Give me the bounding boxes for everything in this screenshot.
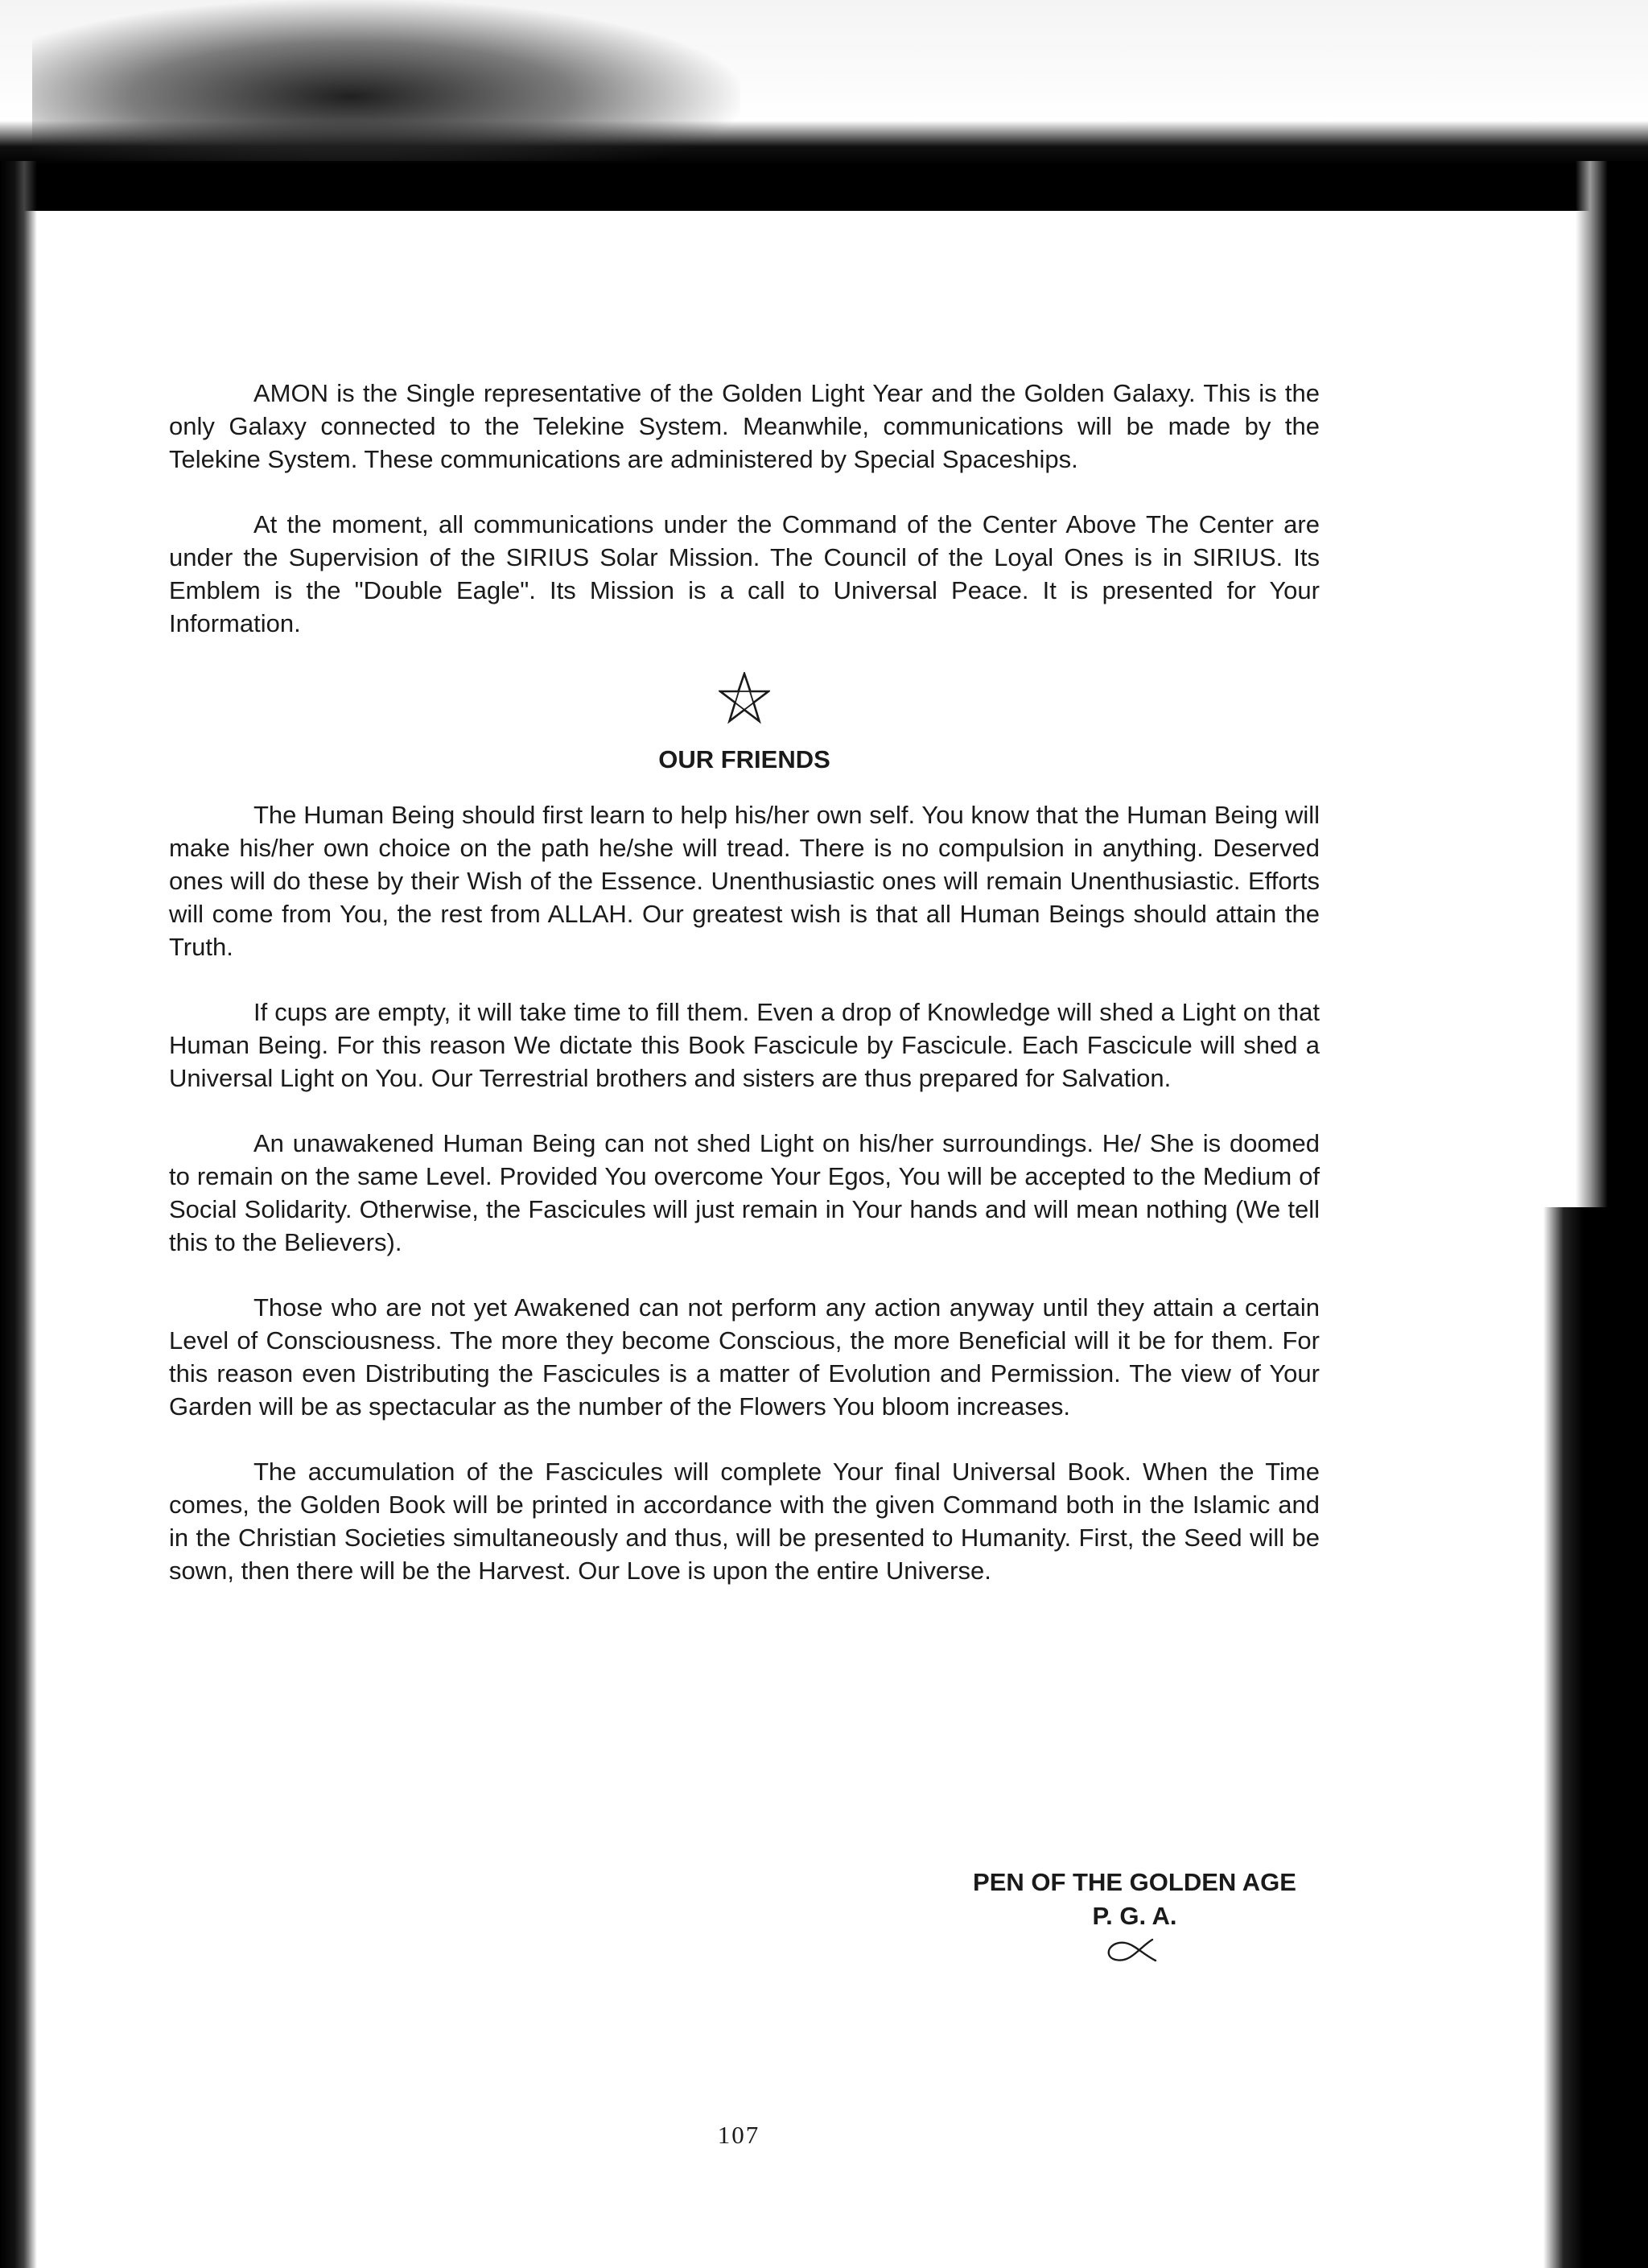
paragraph-not-awakened: Those who are not yet Awakened can not perform any action anyway until they attain a certain Level of Consciousness. The more they become Conscious, the more Beneficial will it be for them. For this reason even Distributing the Fascicules is a matter of Evolution and Permission. The view of Your Garden will be as spectacular as the number of the Flowers You bloom increases. bbox=[169, 1293, 1320, 1421]
signature-line-1: PEN OF THE GOLDEN AGE bbox=[973, 1868, 1296, 1896]
scan-shadow-left bbox=[0, 161, 37, 2268]
paragraph-unawakened: An unawakened Human Being can not shed Light on his/her surroundings. He/ She is doomed to remain on the same Level. Provided You overcome Your Egos, You will be accepted to the Medium of Social Solidarity. Otherwise, the Fascicules will just remain in Your hands and will mean nothing (We tell this to the Believers). bbox=[169, 1129, 1320, 1256]
star-divider bbox=[169, 672, 1320, 728]
alpha-signature-icon bbox=[941, 1933, 1328, 1965]
signature-block bbox=[941, 1866, 1328, 1965]
signature-line-2: P. G. A. bbox=[1092, 1902, 1177, 1930]
page-body bbox=[169, 377, 1320, 1619]
paragraph-accumulation: The accumulation of the Fascicules will complete Your final Universal Book. When the Time comes, the Golden Book will be printed in accordance with the given Command both in the Islamic and in the Christian Societies simultaneously and thus, will be presented to Humanity. First, the Seed will be sown, then there will be the Harvest. Our Love is upon the entire Universe. bbox=[169, 1458, 1320, 1585]
pentagram-star-icon bbox=[719, 672, 770, 725]
paragraph-cups: If cups are empty, it will take time to fill them. Even a drop of Knowledge will shed a Light on that Human Being. For this reason We dictate this Book Fascicule by Fascicule. Each Fascicule will shed a Universal Light on You. Our Terrestrial brothers and sisters are thus prepared for Salvation. bbox=[169, 998, 1320, 1092]
scan-smudge-top bbox=[32, 0, 740, 161]
paragraph-sirius: At the moment, all communications under the Command of the Center Above The Center are under the Supervision of the SIRIUS Solar Mission. The Council of the Loyal Ones is in SIRIUS. Its Emblem is the "Double Eagle". Its Mission is a call to Universal Peace. It is presented for Your Information. bbox=[169, 510, 1320, 637]
paragraph-amon: AMON is the Single representative of the Golden Light Year and the Golden Galaxy. This is the only Galaxy connected to the Telekine System. Meanwhile, communications will be made by the Telekine System. These communications are administered by Special Spaceships. bbox=[169, 379, 1320, 473]
page-number: 107 bbox=[717, 2121, 760, 2149]
paragraph-human-being: The Human Being should first learn to help his/her own self. You know that the Human Being will make his/her own choice on the path he/she will tread. There is no compulsion in anything. Deserved ones will do these by their Wish of the Essence. Unenthusiastic ones will remain Unenthusiastic. Efforts will come from You, the rest from ALLAH. Our greatest wish is that all Human Beings should attain the Truth. bbox=[169, 801, 1320, 961]
scan-shadow-right-lower bbox=[1519, 1207, 1648, 2268]
section-title: OUR FRIENDS bbox=[658, 745, 830, 773]
